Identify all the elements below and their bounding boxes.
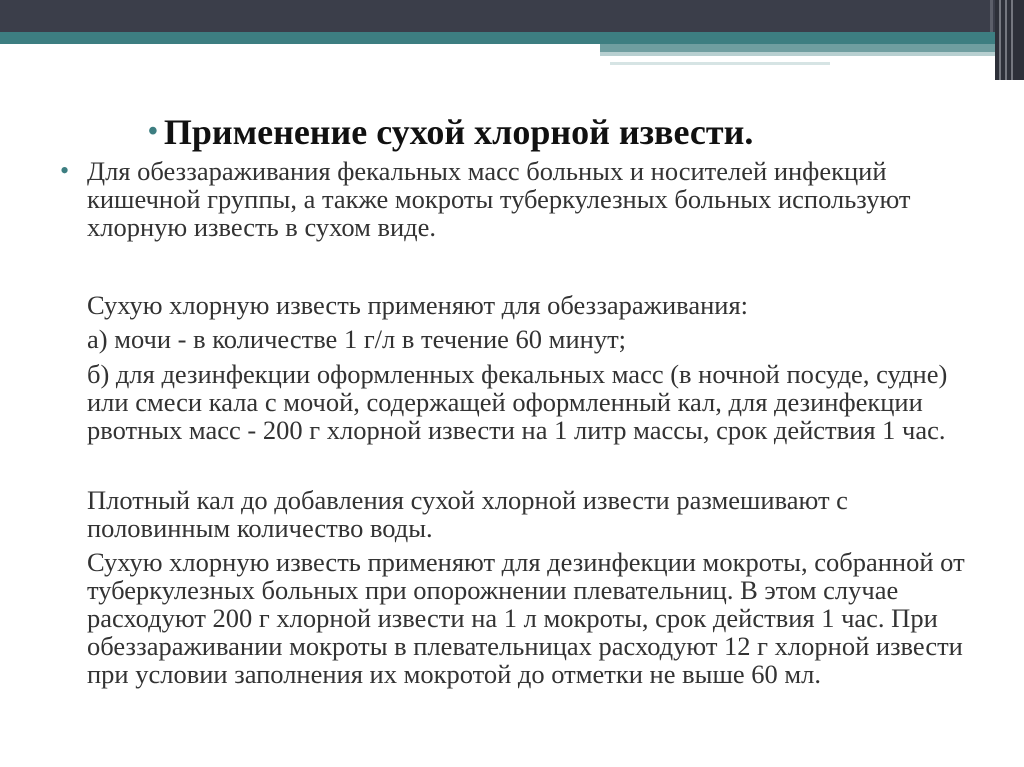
slide-title-text: Применение сухой хлорной извести. <box>163 112 754 152</box>
paragraph-sputum: Сухую хлорную известь применяют для дезинфекции мокроты, собранной от туберкулезных больных при опорожнении плевательниц. В этом случае расходуют 200 г хлорной извести на 1 л мокроты, срок действия 1 час. При обеззараживании мокроты в плевательницах расходуют 12 г хлорной извести при условии заполнения их мокротой до отметки не выше 60 мл. <box>87 547 965 689</box>
paragraph-usage: Сухую хлорную известь применяют для обеззараживания: <box>87 290 749 320</box>
intro-paragraph <box>60 157 960 241</box>
intro-bullet: • <box>60 156 70 185</box>
slide-title <box>148 110 753 154</box>
paragraph-urine: а) мочи - в количестве 1 г/л в течение 60 минут; <box>87 324 627 354</box>
title-bullet: • <box>148 116 158 147</box>
paragraph-feces: б) для дезинфекции оформленных фекальных масс (в ночной посуде, судне) или смеси кала с мочой, содержащей оформленный кал, для дезинфекции рвотных масс - 200 г хлорной извести на 1 литр массы, срок действия 1 час. <box>87 359 948 445</box>
paragraph-dense-feces: Плотный кал до добавления сухой хлорной извести размешивают с половинным количество воды. <box>87 485 848 543</box>
intro-text: Для обеззараживания фекальных масс больных и носителей инфекций кишечной группы, а также мокроты туберкулезных больных используют хлорную известь в сухом виде. <box>87 156 911 242</box>
